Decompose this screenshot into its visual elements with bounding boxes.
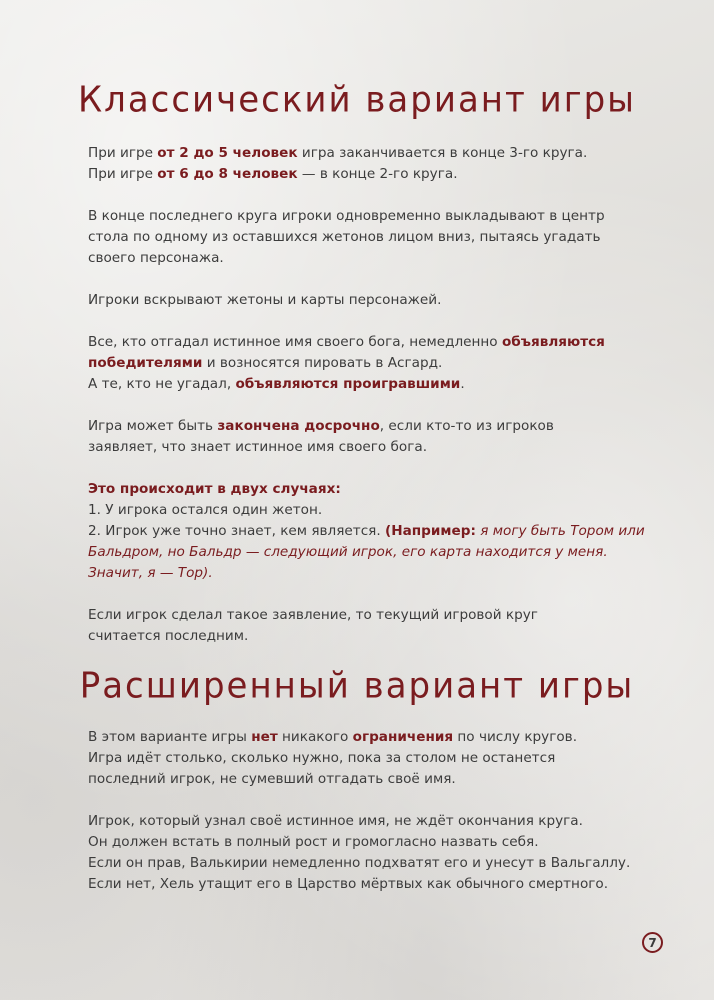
paragraph-cases [88,479,648,584]
highlight-2-5-players: от 2 до 5 человек [157,145,298,161]
highlight-losers: объявляются проигравшими [235,376,461,392]
paragraph-no-limit: В этом варианте игры нет никакого ограничения по числу кругов. Игра идёт столько, сколько нужно, пока за столом не останется последний игрок, не сумевший отгадать своё имя. [88,729,578,787]
paragraph-early-end: Игра может быть закончена досрочно, если кто-то из игроков заявляет, что знает истинное имя своего бога. [88,418,554,455]
example-text: я могу быть Тором или Бальдром, но Бальдр — следующий игрок, его карта находится у меня. Значит, я — Тор). [88,523,645,581]
extended-rules-body [88,727,648,895]
page-number: 7 [642,932,663,953]
case-two: 2. Игрок уже точно знает, кем является. (Например: я могу быть Тором или Бальдром, но Бальдр — следующий игрок, его карта находится у меня. Значит, я — Тор). [88,523,645,581]
paragraph-winners: Все, кто отгадал истинное имя своего бога, немедленно объявляются победителями и возносятся пировать в Асгард. А те, кто не угадал, объявляются проигравшими. [88,334,605,392]
cases-heading: Это происходит в двух случаях: [88,481,341,497]
section-title-extended: Расширенный вариант игры [79,665,635,707]
paragraph-final-round: В конце последнего круга игроки одновременно выкладывают в центр стола по одному из оставшихся жетонов лицом вниз, пытаясь угадать своего персонажа. [88,208,605,266]
highlight-winners: объявляются победителями [88,334,605,371]
case-one: 1. У игрока остался один жетон. [88,502,323,518]
paragraph-round-limits: При игре от 2 до 5 человек игра заканчивается в конце 3-го круга. При игре от 6 до 8 человек — в конце 2-го круга. [88,145,588,182]
paragraph-declaration: Игрок, который узнал своё истинное имя, не ждёт окончания круга. Он должен встать в полный рост и громогласно назвать себя. Если он прав, Валькирии немедленно подхватят его и унесут в Вальгаллу. Если нет, Хель утащит его в Царство мёртвых как обычного смертного. [88,813,631,892]
highlight-6-8-players: от 6 до 8 человек [157,166,298,182]
paragraph-last-round: Если игрок сделал такое заявление, то текущий игровой круг считается последним. [88,607,538,644]
highlight-limit: ограничения [352,729,454,745]
highlight-early-end: закончена досрочно [217,418,380,434]
paragraph-reveal: Игроки вскрывают жетоны и карты персонажей. [88,292,442,308]
section-title-classic: Классический вариант игры [77,79,637,121]
highlight-no: нет [251,729,278,745]
classic-rules-body [88,143,648,647]
